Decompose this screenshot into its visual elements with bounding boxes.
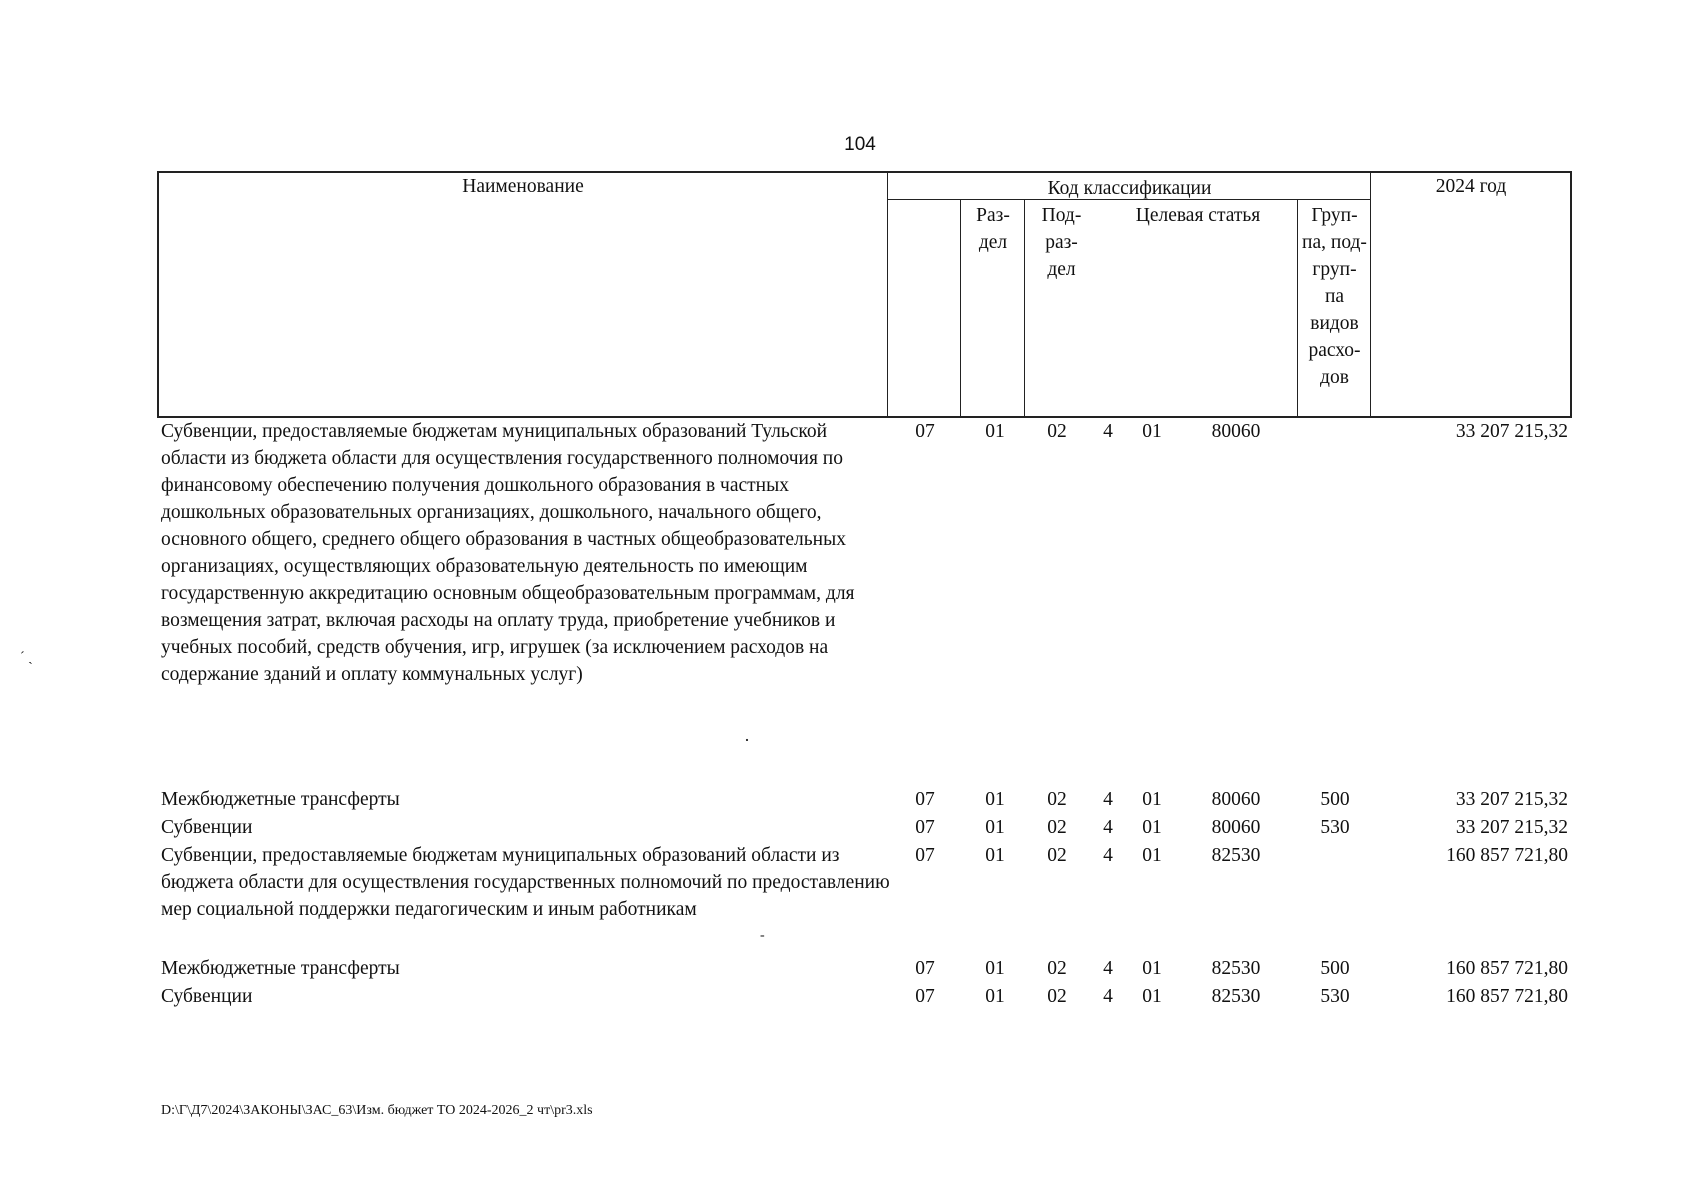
scan-mark: ˊ ˏ bbox=[20, 650, 33, 665]
row-3-target-1: 02 bbox=[1047, 817, 1067, 838]
row-5-group: 500 bbox=[1320, 958, 1350, 979]
row-2-target-2: 4 bbox=[1103, 789, 1113, 810]
row-5-name: Межбюджетные трансферты bbox=[161, 958, 400, 979]
page-number: 104 bbox=[844, 134, 876, 155]
row-1-target-2: 4 bbox=[1103, 421, 1113, 442]
row-2-target-1: 02 bbox=[1047, 789, 1067, 810]
row-1-podrazdel: 01 bbox=[985, 421, 1005, 442]
row-1-target-1: 02 bbox=[1047, 421, 1067, 442]
row-6-podrazdel: 01 bbox=[985, 986, 1005, 1007]
footer-file-path: D:\Г\Д7\2024\ЗАКОНЫ\ЗАС_63\Изм. бюджет ТО 2024-2026_2 чт\pr3.xls bbox=[161, 1103, 593, 1118]
divider-name bbox=[887, 171, 888, 418]
row-2-target-3: 01 bbox=[1142, 789, 1162, 810]
divider-podrazdel bbox=[1024, 199, 1025, 418]
row-1-target-3: 01 bbox=[1142, 421, 1162, 442]
row-4-podrazdel: 01 bbox=[985, 845, 1005, 866]
row-3-amount: 33 207 215,32 bbox=[1455, 817, 1568, 838]
row-2-podrazdel: 01 bbox=[985, 789, 1005, 810]
row-5-podrazdel: 01 bbox=[985, 958, 1005, 979]
row-6-group: 530 bbox=[1320, 986, 1350, 1007]
scan-dot: · bbox=[744, 730, 750, 750]
row-6-target-2: 4 bbox=[1103, 986, 1113, 1007]
row-6-razdel: 07 bbox=[915, 986, 935, 1007]
row-6-amount: 160 857 721,80 bbox=[1446, 986, 1568, 1007]
row-4-target-2: 4 bbox=[1103, 845, 1113, 866]
row-4-razdel: 07 bbox=[915, 845, 935, 866]
divider-target bbox=[1297, 199, 1298, 418]
row-5-target-3: 01 bbox=[1142, 958, 1162, 979]
row-3-target-2: 4 bbox=[1103, 817, 1113, 838]
row-2-group: 500 bbox=[1320, 789, 1350, 810]
row-3-target-3: 01 bbox=[1142, 817, 1162, 838]
header-name: Наименование bbox=[462, 176, 584, 197]
divider-razdel bbox=[960, 199, 961, 418]
row-5-target-2: 4 bbox=[1103, 958, 1113, 979]
row-3-target-4: 80060 bbox=[1211, 817, 1261, 838]
row-1-amount: 33 207 215,32 bbox=[1455, 421, 1568, 442]
row-6-target-4: 82530 bbox=[1211, 986, 1261, 1007]
row-5-razdel: 07 bbox=[915, 958, 935, 979]
header-podrazdel: Под- раз- дел bbox=[1041, 205, 1082, 280]
row-4-target-3: 01 bbox=[1142, 845, 1162, 866]
row-3-group: 530 bbox=[1320, 817, 1350, 838]
row-3-name: Субвенции bbox=[161, 817, 253, 838]
row-4-target-4: 82530 bbox=[1211, 845, 1261, 866]
divider-year bbox=[1370, 171, 1371, 418]
scan-dash: - bbox=[760, 928, 765, 943]
row-4-target-1: 02 bbox=[1047, 845, 1067, 866]
header-razdel: Раз- дел bbox=[976, 205, 1010, 253]
header-group: Груп- па, под- груп- па видов расхо- дов bbox=[1302, 205, 1367, 388]
row-6-target-3: 01 bbox=[1142, 986, 1162, 1007]
header-code: Код классификации bbox=[1047, 178, 1212, 199]
row-4-name: Субвенции, предоставляемые бюджетам муниципальных образований области из бюджета области для осуществления государственных полномочий по предоставлению мер социальной поддержки педагогическим и иным работникам bbox=[161, 845, 890, 920]
header-year: 2024 год bbox=[1435, 176, 1507, 197]
row-4-amount: 160 857 721,80 bbox=[1446, 845, 1568, 866]
row-6-name: Субвенции bbox=[161, 986, 253, 1007]
row-2-target-4: 80060 bbox=[1211, 789, 1261, 810]
header-target: Целевая статья bbox=[1135, 205, 1261, 226]
row-2-amount: 33 207 215,32 bbox=[1455, 789, 1568, 810]
row-5-amount: 160 857 721,80 bbox=[1446, 958, 1568, 979]
row-2-name: Межбюджетные трансферты bbox=[161, 789, 400, 810]
row-1-razdel: 07 bbox=[915, 421, 935, 442]
row-1-target-4: 80060 bbox=[1211, 421, 1261, 442]
row-1-name: Субвенции, предоставляемые бюджетам муниципальных образований Тульской области из бюджета области для осуществления государственного полномочия по финансовому обеспечению получения дошкольного образования в частных дошкольных образовательных организациях, дошкольного, начального общего, основного общего, среднего общего образования в частных общеобразовательных организациях, осуществляющих образовательную деятельность по имеющим государственную аккредитацию основным общеобразовательным программам, для возмещения затрат, включая расходы на оплату труда, приобретение учебников и учебных пособий, средств обучения, игр, игрушек (за исключением расходов на содержание зданий и оплату коммунальных услуг) bbox=[161, 421, 855, 685]
row-6-target-1: 02 bbox=[1047, 986, 1067, 1007]
row-3-podrazdel: 01 bbox=[985, 817, 1005, 838]
row-3-razdel: 07 bbox=[915, 817, 935, 838]
row-2-razdel: 07 bbox=[915, 789, 935, 810]
row-5-target-1: 02 bbox=[1047, 958, 1067, 979]
row-5-target-4: 82530 bbox=[1211, 958, 1261, 979]
